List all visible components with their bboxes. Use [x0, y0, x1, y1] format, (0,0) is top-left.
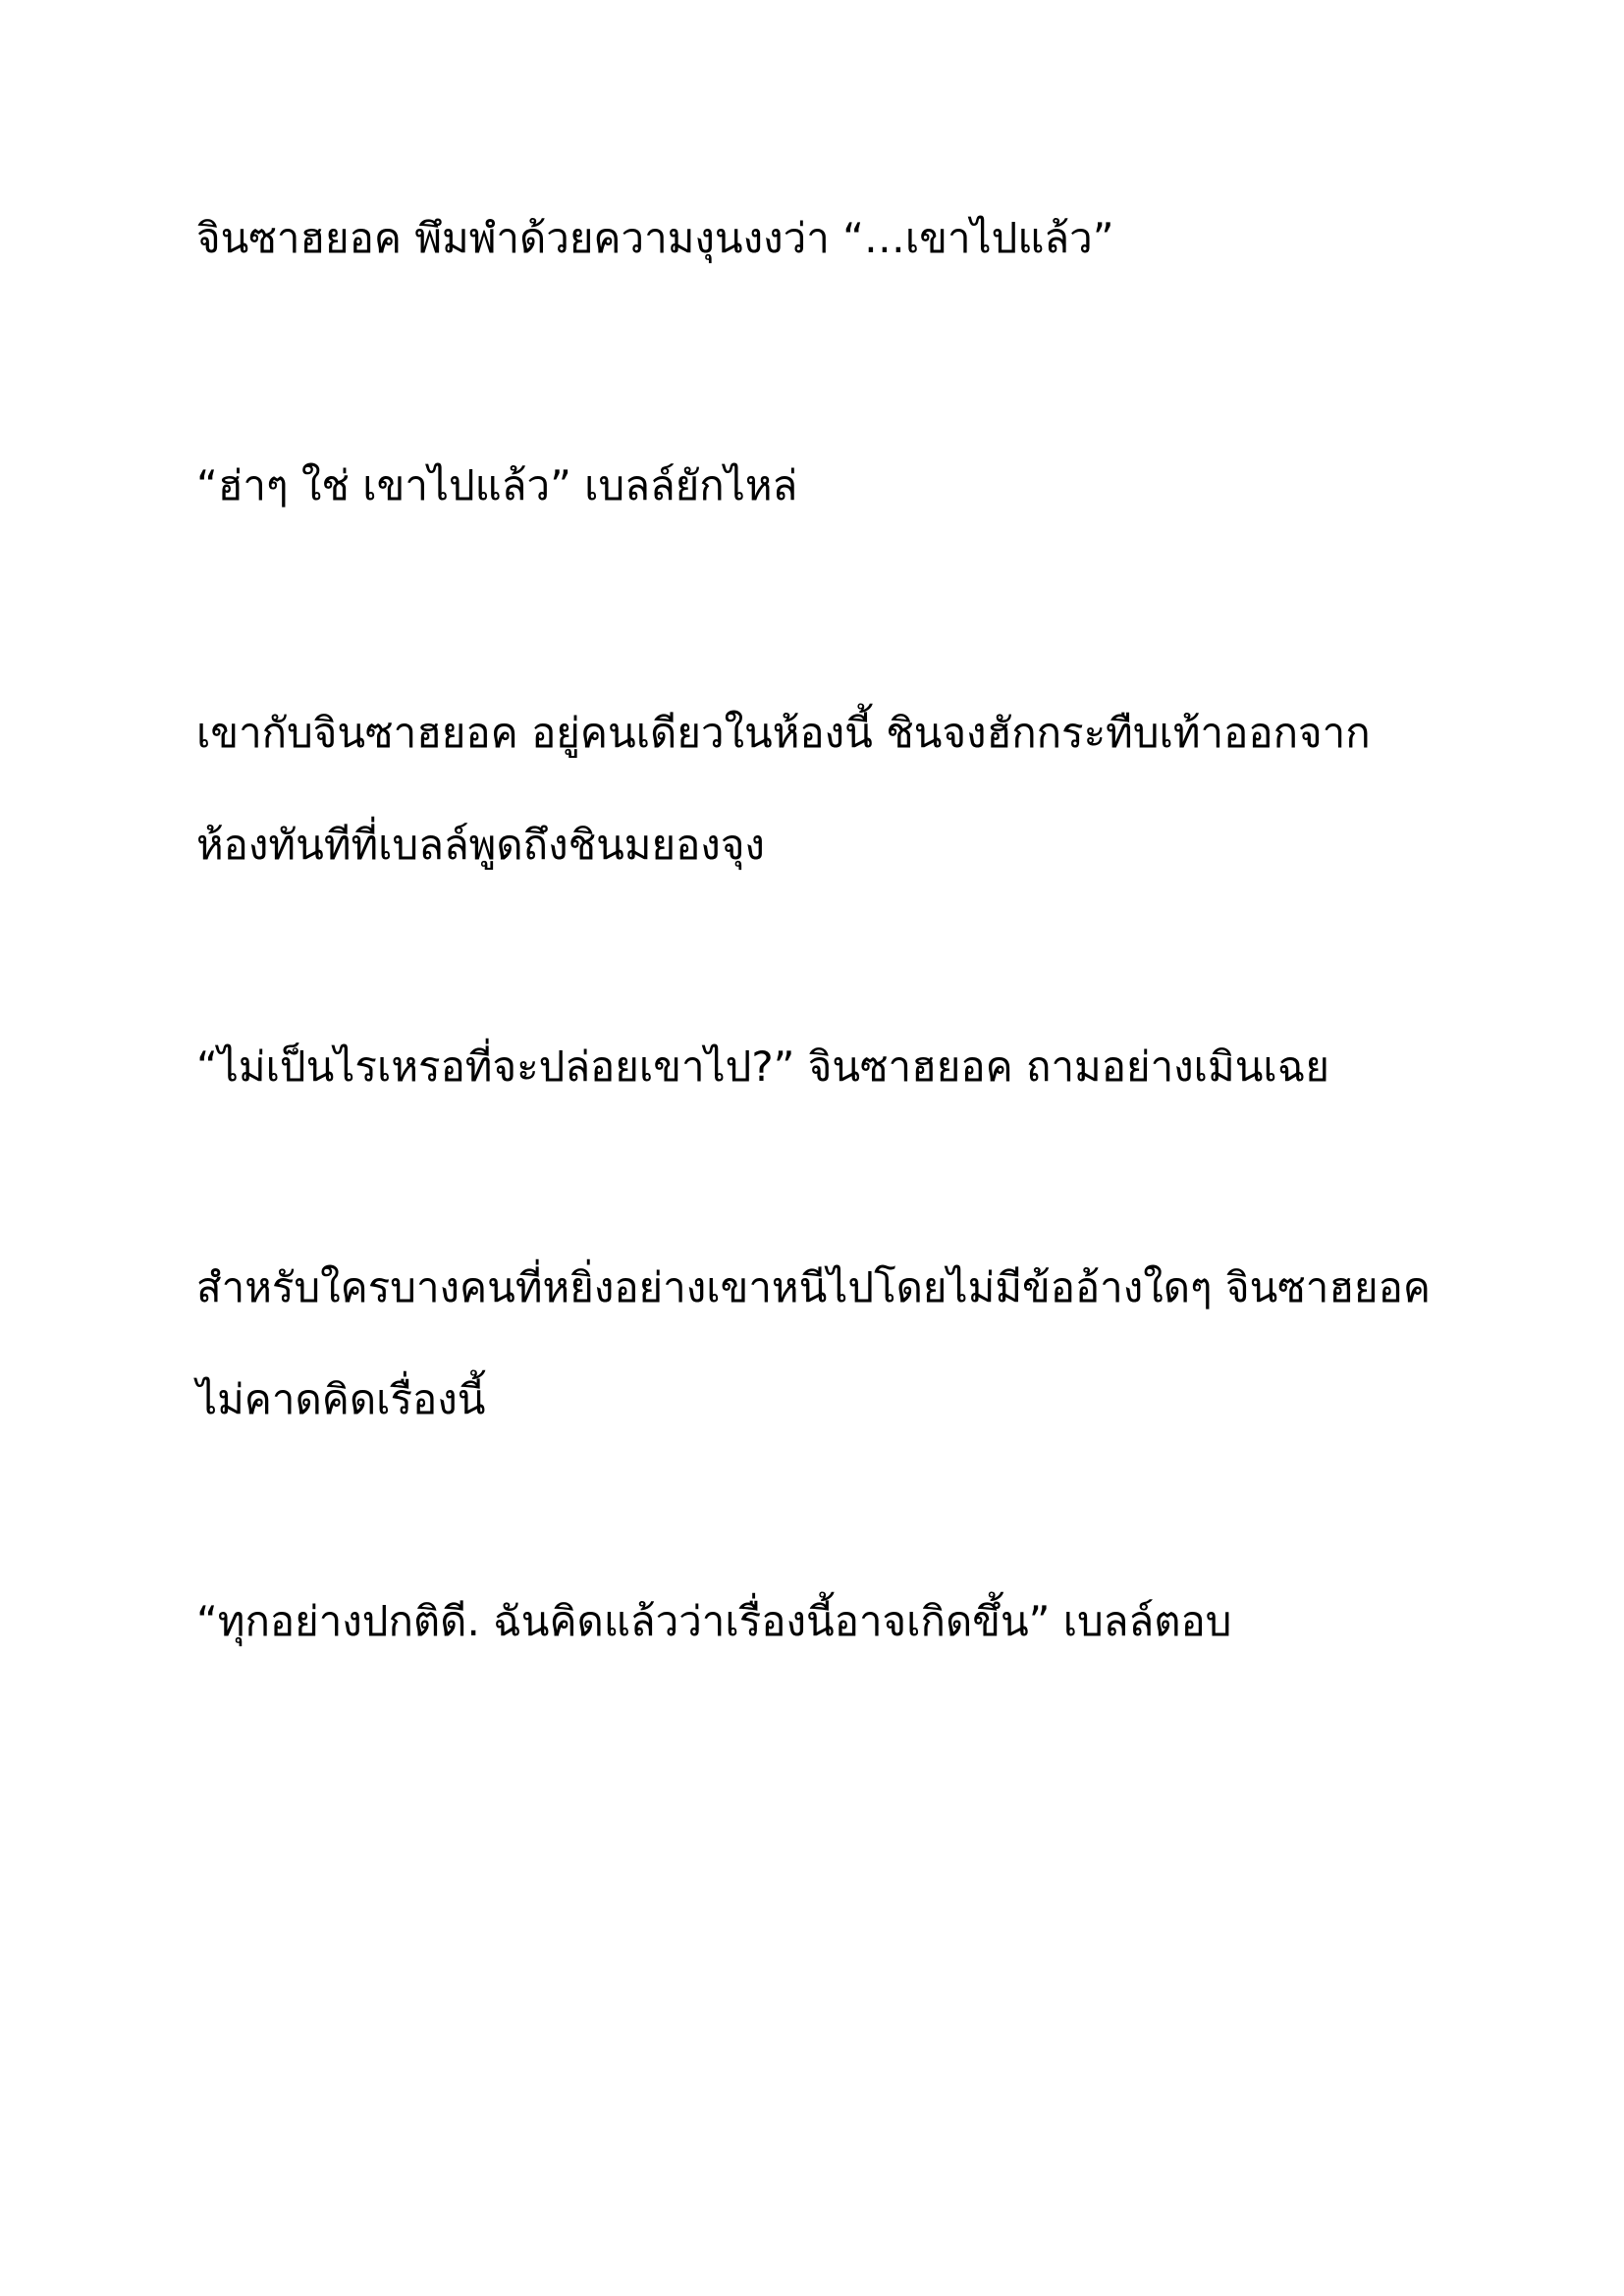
paragraph-4-line-1: “ไม่เป็นไรเหรอที่จะปล่อยเขาไป?” จินซาฮยอค ถามอย่างเมินเฉย [196, 1042, 1329, 1091]
paragraph-5 [196, 1232, 1473, 1456]
paragraph-3-line-1: เขากับจินซาฮยอค อยู่คนเดียวในห้องนี้ ชินจงฮักกระทืบเท้าออกจาก [196, 709, 1371, 757]
paragraph-6 [196, 1566, 1473, 1678]
paragraph-6-line-1: “ทุกอย่างปกติดี. ฉันคิดแล้วว่าเรื่องนี้อาจเกิดขึ้น” เบลล์ตอบ [196, 1597, 1232, 1645]
paragraph-1 [196, 183, 1473, 294]
paragraph-2-line-1: “ฮ่าๆ ใช่ เขาไปแล้ว” เบลล์ยักไหล่ [196, 461, 798, 509]
paragraph-5-line-2: ไม่คาดคิดเรื่องนี้ [196, 1375, 486, 1423]
paragraph-1-line-1: จินซาฮยอค พึมพำด้วยความงุนงงว่า “…เขาไปแล้ว” [196, 214, 1114, 262]
paragraph-5-line-1: สำหรับใครบางคนที่หยิ่งอย่างเขาหนีไปโดยไม่มีข้ออ้างใดๆ จินซาฮยอค [196, 1263, 1431, 1311]
paragraph-2 [196, 430, 1473, 542]
paragraph-4 [196, 1011, 1473, 1123]
paragraph-3-line-2: ห้องทันทีที่เบลล์พูดถึงชินมยองจุง [196, 821, 765, 869]
paragraph-3 [196, 677, 1473, 901]
